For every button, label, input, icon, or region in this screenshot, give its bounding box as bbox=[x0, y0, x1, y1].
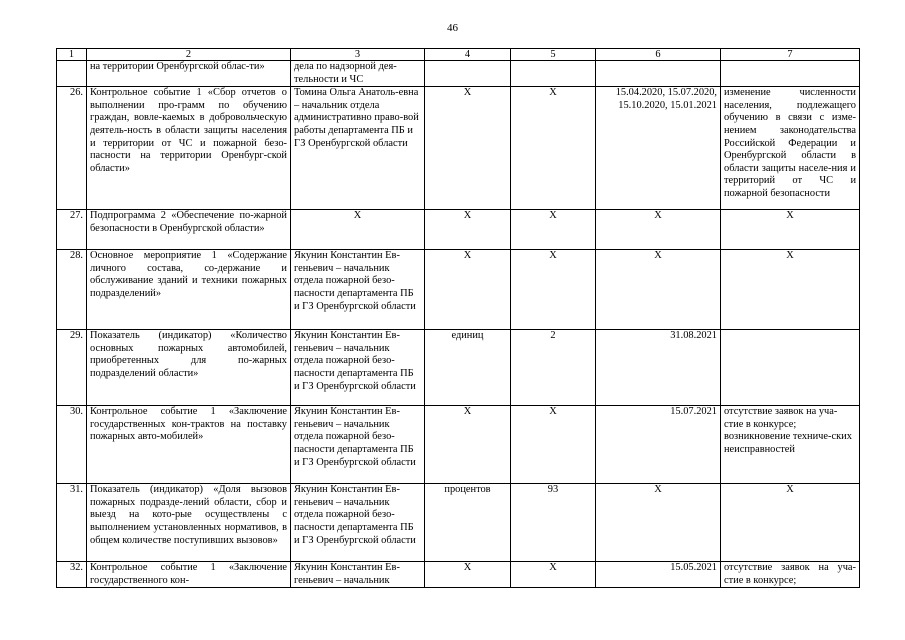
unit-cell: процентов bbox=[425, 484, 511, 562]
risks-cell bbox=[721, 330, 860, 406]
unit-cell: X bbox=[425, 87, 511, 210]
value-cell: X bbox=[511, 210, 596, 250]
row-number: 26. bbox=[57, 87, 87, 210]
date-cell: 15.05.2021 bbox=[596, 562, 721, 588]
risks-cell: X bbox=[721, 250, 860, 330]
plan-table bbox=[56, 48, 860, 588]
value-cell: X bbox=[511, 87, 596, 210]
unit-cell: X bbox=[425, 250, 511, 330]
row-number: 27. bbox=[57, 210, 87, 250]
header-row bbox=[57, 49, 860, 61]
value-cell: X bbox=[511, 250, 596, 330]
column-header: 6 bbox=[596, 49, 721, 61]
responsible-person: Якунин Константин Ев-геньевич – начальник отдела пожарной безо-пасности департамента ПБ и ГЗ Оренбургской области bbox=[291, 484, 425, 562]
column-header: 2 bbox=[87, 49, 291, 61]
event-name: Контрольное событие 1 «Заключение государственных кон-трактов на поставку пожарных авто-мобилей» bbox=[87, 406, 291, 484]
table-row bbox=[57, 210, 860, 250]
event-name: на территории Оренбургской облас-ти» bbox=[87, 61, 291, 87]
table-row bbox=[57, 330, 860, 406]
date-cell: X bbox=[596, 210, 721, 250]
date-cell: 31.08.2021 bbox=[596, 330, 721, 406]
value-cell bbox=[511, 61, 596, 87]
responsible-person: Якунин Константин Ев-геньевич – начальник отдела пожарной безо-пасности департамента ПБ и ГЗ Оренбургской области bbox=[291, 406, 425, 484]
page-number: 46 bbox=[447, 22, 458, 34]
risks-cell: X bbox=[721, 210, 860, 250]
table-row bbox=[57, 406, 860, 484]
responsible-person: Якунин Константин Ев-геньевич – начальник bbox=[291, 562, 425, 588]
date-cell: 15.07.2021 bbox=[596, 406, 721, 484]
row-number: 32. bbox=[57, 562, 87, 588]
responsible-person: X bbox=[291, 210, 425, 250]
value-cell: X bbox=[511, 562, 596, 588]
date-cell: 15.04.2020, 15.07.2020, 15.10.2020, 15.01.2021 bbox=[596, 87, 721, 210]
table-row bbox=[57, 250, 860, 330]
row-number: 29. bbox=[57, 330, 87, 406]
unit-cell: X bbox=[425, 210, 511, 250]
event-name: Основное мероприятие 1 «Содержание личного состава, со-держание и обслуживание зданий и техники пожарных подразделений» bbox=[87, 250, 291, 330]
table-row bbox=[57, 87, 860, 210]
value-cell: X bbox=[511, 406, 596, 484]
column-header: 3 bbox=[291, 49, 425, 61]
row-number bbox=[57, 61, 87, 87]
value-cell: 2 bbox=[511, 330, 596, 406]
event-name: Подпрограмма 2 «Обеспечение по-жарной безопасности в Оренбургской области» bbox=[87, 210, 291, 250]
date-cell bbox=[596, 61, 721, 87]
date-cell: X bbox=[596, 484, 721, 562]
table-row bbox=[57, 484, 860, 562]
unit-cell: единиц bbox=[425, 330, 511, 406]
responsible-person: Якунин Константин Ев-геньевич – начальник отдела пожарной безо-пасности департамента ПБ и ГЗ Оренбургской области bbox=[291, 250, 425, 330]
table-row bbox=[57, 562, 860, 588]
risks-cell: отсутствие заявок на уча-стие в конкурсе; bbox=[721, 562, 860, 588]
unit-cell: X bbox=[425, 406, 511, 484]
column-header: 5 bbox=[511, 49, 596, 61]
responsible-person: Томина Ольга Анатоль-евна – начальник отдела административно право-вой работы департамента ПБ и ГЗ Оренбургской области bbox=[291, 87, 425, 210]
risks-cell bbox=[721, 61, 860, 87]
risks-cell: X bbox=[721, 484, 860, 562]
event-name: Показатель (индикатор) «Количество основных пожарных автомобилей, приобретенных для по-жарных подразделений области» bbox=[87, 330, 291, 406]
event-name: Контрольное событие 1 «Заключение государственного кон- bbox=[87, 562, 291, 588]
table-row bbox=[57, 61, 860, 87]
responsible-person: дела по надзорной дея-тельности и ЧС bbox=[291, 61, 425, 87]
unit-cell bbox=[425, 61, 511, 87]
value-cell: 93 bbox=[511, 484, 596, 562]
risks-cell: отсутствие заявок на уча-стие в конкурсе; возникновение техниче-ских неисправностей bbox=[721, 406, 860, 484]
responsible-person: Якунин Константин Ев-геньевич – начальник отдела пожарной безо-пасности департамента ПБ и ГЗ Оренбургской области bbox=[291, 330, 425, 406]
event-name: Показатель (индикатор) «Доля вызовов пожарных подразде-лений области, сбор и выезд на кото-рые осуществлены с выполнением установленных нормативов, в общем количестве поступивших вызовов» bbox=[87, 484, 291, 562]
row-number: 31. bbox=[57, 484, 87, 562]
risks-cell: изменение численности населения, подлежащего обучению в связи с изме-нением законодательства Российской Федерации и Оренбургской области в области защиты населе-ния и территорий от ЧС и пожарной безопасности bbox=[721, 87, 860, 210]
row-number: 30. bbox=[57, 406, 87, 484]
event-name: Контрольное событие 1 «Сбор отчетов о выполнении про-грамм по обучению граждан, вовле-каемых в добровольческую деятель-ность в области защиты населения и территории от ЧС и пожарной безо-пасности на территории Оренбург-ской области» bbox=[87, 87, 291, 210]
unit-cell: X bbox=[425, 562, 511, 588]
column-header: 4 bbox=[425, 49, 511, 61]
row-number: 28. bbox=[57, 250, 87, 330]
column-header: 7 bbox=[721, 49, 860, 61]
date-cell: X bbox=[596, 250, 721, 330]
column-header: 1 bbox=[57, 49, 87, 61]
